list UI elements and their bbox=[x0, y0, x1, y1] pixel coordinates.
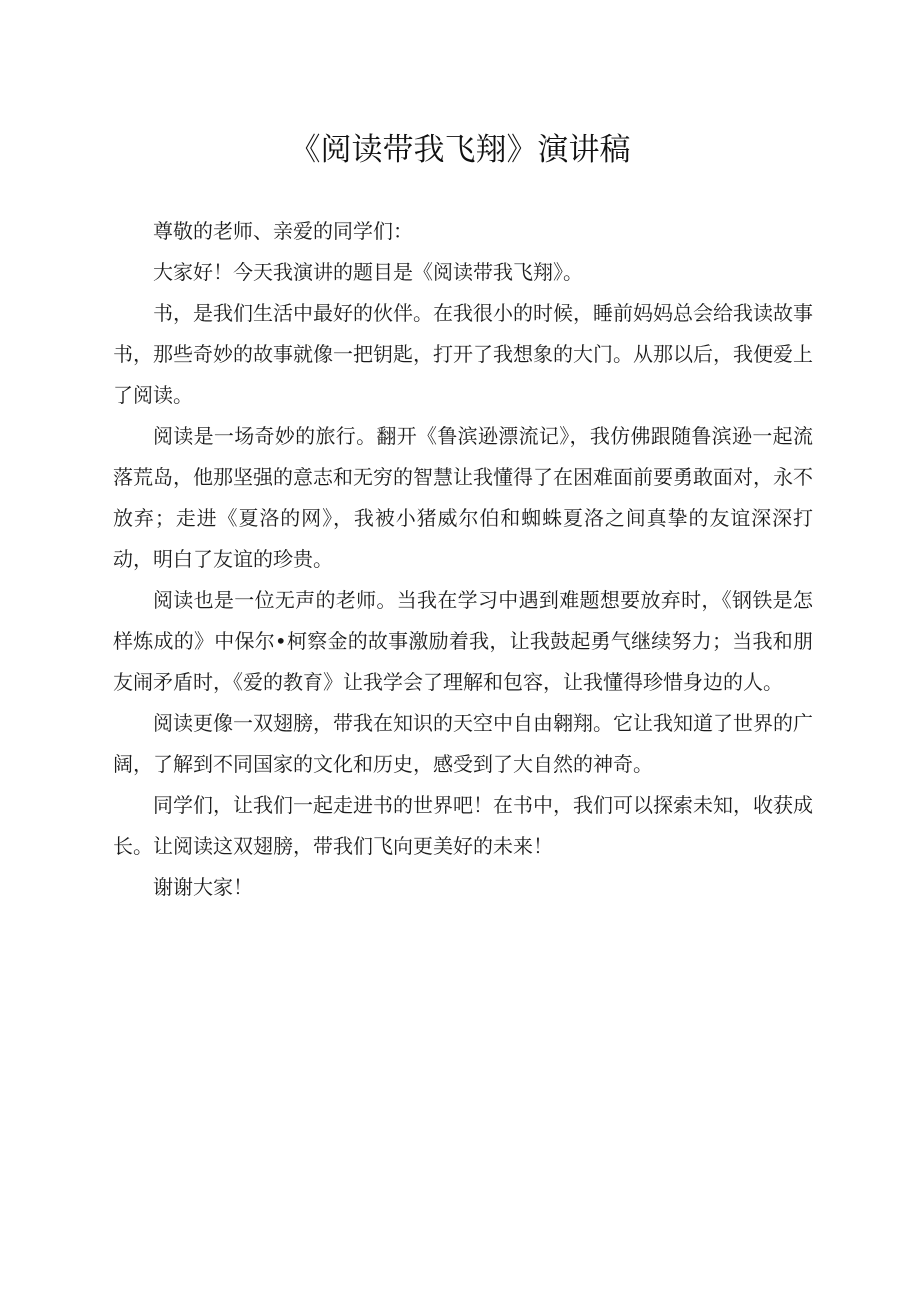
body-paragraph: 书，是我们生活中最好的伙伴。在我很小的时候，睡前妈妈总会给我读故事书，那些奇妙的故事就像一把钥匙，打开了我想象的大门。从那以后，我便爱上了阅读。 bbox=[113, 301, 813, 407]
speech-body bbox=[113, 211, 813, 908]
body-paragraph: 阅读更像一双翅膀，带我在知识的天空中自由翱翔。它让我知道了世界的广阔，了解到不同国家的文化和历史，感受到了大自然的神奇。 bbox=[113, 711, 813, 776]
salutation-paragraph: 尊敬的老师、亲爱的同学们： bbox=[153, 219, 413, 243]
closing-paragraph: 同学们，让我们一起走进书的世界吧！在书中，我们可以探索未知，收获成长。让阅读这双翅膀，带我们飞向更美好的未来！ bbox=[113, 793, 813, 858]
greeting-paragraph: 大家好！今天我演讲的题目是《阅读带我飞翔》。 bbox=[153, 260, 583, 284]
body-paragraph: 阅读是一场奇妙的旅行。翻开《鲁滨逊漂流记》，我仿佛跟随鲁滨逊一起流落荒岛，他那坚强的意志和无穷的智慧让我懂得了在困难面前要勇敢面对，永不放弃；走进《夏洛的网》，我被小猪威尔伯和蜘蛛夏洛之间真挚的友谊深深打动，明白了友谊的珍贵。 bbox=[113, 424, 813, 571]
document-title: 《阅读带我飞翔》演讲稿 bbox=[289, 132, 631, 168]
thanks-paragraph: 谢谢大家！ bbox=[153, 875, 253, 899]
body-paragraph: 阅读也是一位无声的老师。当我在学习中遇到难题想要放弃时，《钢铁是怎样炼成的》中保尔•柯察金的故事激励着我，让我鼓起勇气继续努力；当我和朋友闹矛盾时，《爱的教育》让我学会了理解和包容，让我懂得珍惜身边的人。 bbox=[113, 588, 813, 694]
